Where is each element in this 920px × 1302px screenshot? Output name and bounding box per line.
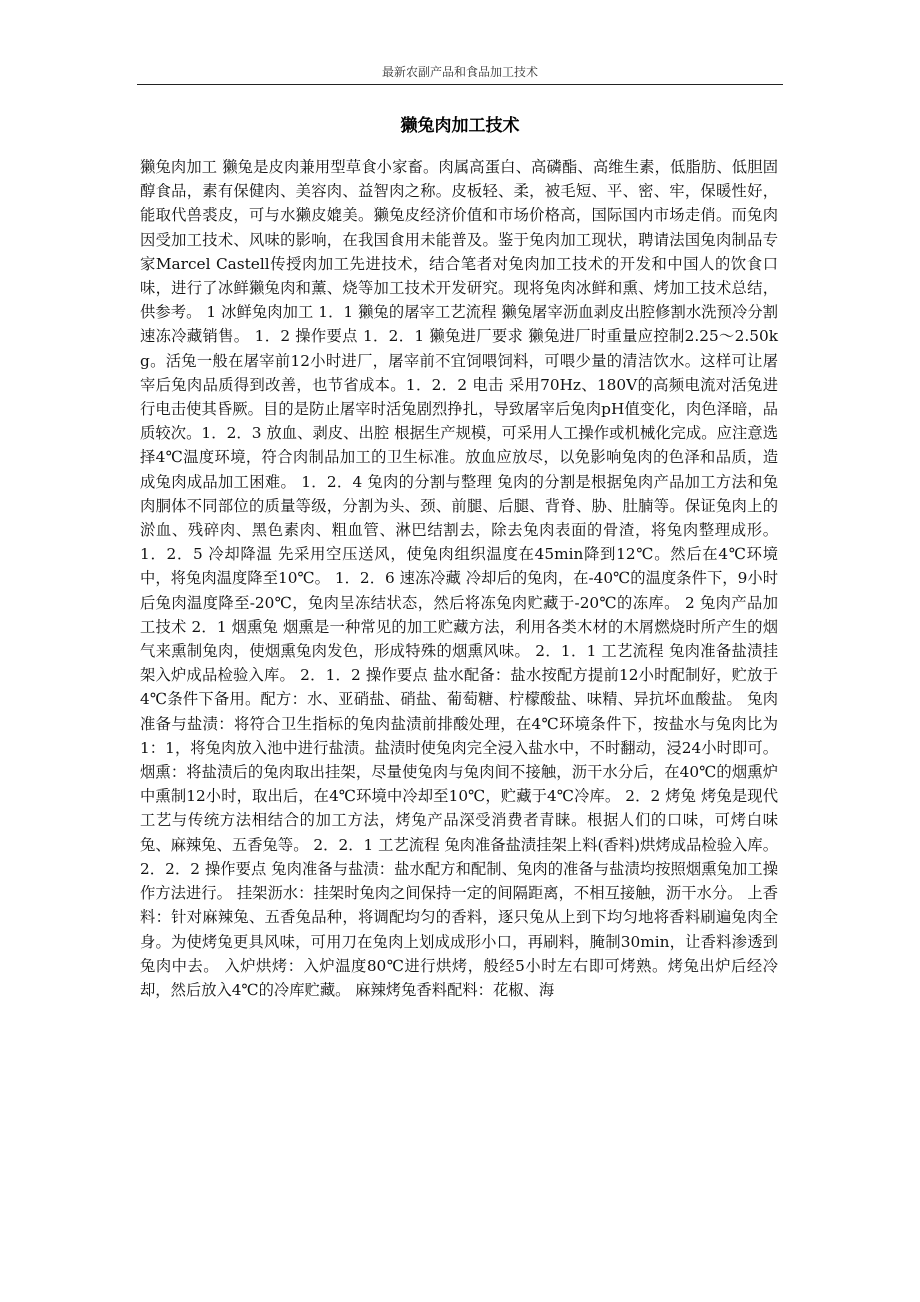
document-body-text: 獭兔肉加工 獭兔是皮肉兼用型草食小家畜。肉属高蛋白、高磷酯、高维生素，低脂肪、低胆固醇食品，素有保健肉、美容肉、益智肉之称。皮板轻、柔，被毛短、平、密、牢，保暖性好，能取代兽裘皮，可与水獭皮媲美。獭兔皮经济价值和市场价格高，国际国内市场走俏。而兔肉因受加工技术、风味的影响，在我国食用未能普及。鉴于兔肉加工现状，聘请法国兔肉制品专家Marcel Castell传授肉加工先进技术，结合笔者对兔肉加工技术的开发和中国人的饮食口味，进行了冰鲜獭兔肉和薰、烧等加工技术开发研究。现将兔肉冰鲜和熏、烤加工技术总结，供参考。 1 冰鲜兔肉加工 1．1 獭兔的屠宰工艺流程 獭兔屠宰沥血剥皮出腔修割水洗预冷分割速冻冷藏销售。 1．2 操作要点 1．2．1 獭兔进厂要求 獭兔进厂时重量应控制2.25～2.50kg。活兔一般在屠宰前12小时进厂，屠宰前不宜饲喂饲料，可喂少量的清洁饮水。这样可让屠宰后兔肉品质得到改善，也节省成本。1．2．2 电击 采用70Hz、180V的高频电流对活兔进行电击使其昏厥。目的是防止屠宰时活兔剧烈挣扎，导致屠宰后兔肉pH值变化，肉色泽暗，品质较次。1．2．3 放血、剥皮、出腔 根据生产规模，可采用人工操作或机械化完成。应注意选择4℃温度环境，符合肉制品加工的卫生标准。放血应放尽，以免影响兔肉的色泽和品质，造成兔肉成品加工困难。 1．2．4 兔肉的分割与整理 兔肉的分割是根据兔肉产品加工方法和兔肉胴体不同部位的质量等级，分割为头、颈、前腿、后腿、背脊、胁、肚腩等。保证兔肉上的淤血、残碎肉、黑色素肉、粗血管、淋巴结割去，除去兔肉表面的骨渣，将兔肉整理成形。 1．2．5 冷却降温 先采用空压送风，使兔肉组织温度在45min降到12℃。然后在4℃环境中，将兔肉温度降至10℃。 1．2．6 速冻冷藏 冷却后的兔肉，在-40℃的温度条件下，9小时后兔肉温度降至-20℃，兔肉呈冻结状态，然后将冻兔肉贮藏于-20℃的冻库。 2 兔肉产品加工技术 2．1 烟熏兔 烟熏是一种常见的加工贮藏方法，利用各类木材的木屑燃烧时所产生的烟气来熏制兔肉，使烟熏兔肉发色，形成特殊的烟熏风味。 2．1．1 工艺流程 兔肉准备盐渍挂架入炉成品检验入库。 2．1．2 操作要点 盐水配备：盐水按配方提前12小时配制好，贮放于4℃条件下备用。配方：水、亚硝盐、硝盐、葡萄糖、柠檬酸盐、味精、异抗坏血酸盐。 兔肉准备与盐渍：将符合卫生指标的兔肉盐渍前排酸处理，在4℃环境条件下，按盐水与兔肉比为 1：1，将兔肉放入池中进行盐渍。盐渍时使兔肉完全浸入盐水中，不时翻动，浸24小时即可。 烟熏：将盐渍后的兔肉取出挂架，尽量使兔肉与兔肉间不接触，沥干水分后，在40℃的烟熏炉中熏制12小时，取出后，在4℃环境中冷却至10℃，贮藏于4℃冷库。 2．2 烤兔 烤兔是现代工艺与传统方法相结合的加工方法，烤兔产品深受消费者青睐。根据人们的口味，可烤白味兔、麻辣兔、五香兔等。 2．2．1 工艺流程 兔肉准备盐渍挂架上料(香料)烘烤成品检验入库。 2．2．2 操作要点 兔肉准备与盐渍：盐水配方和配制、兔肉的准备与盐渍均按照烟熏兔加工操作方法进行。 挂架沥水：挂架时兔肉之间保持一定的间隔距离，不相互接触，沥干水分。 上香料：针对麻辣兔、五香兔品种，将调配均匀的香料，逐只兔从上到下均匀地将香料刷遍兔肉全身。为使烤兔更具风味，可用刀在兔肉上划成成形小口，再刷料，腌制30min，让香料渗透到兔肉中去。 入炉烘烤：入炉温度80℃进行烘烤，般经5小时左右即可烤熟。烤兔出炉后经冷却，然后放入4℃的冷库贮藏。 麻辣烤兔香料配料：花椒、海 xyxy=(140,158,783,999)
document-title: 獭兔肉加工技术 xyxy=(400,116,520,136)
header-divider xyxy=(137,84,783,85)
running-header: 最新农副产品和食品加工技术 xyxy=(381,65,538,79)
